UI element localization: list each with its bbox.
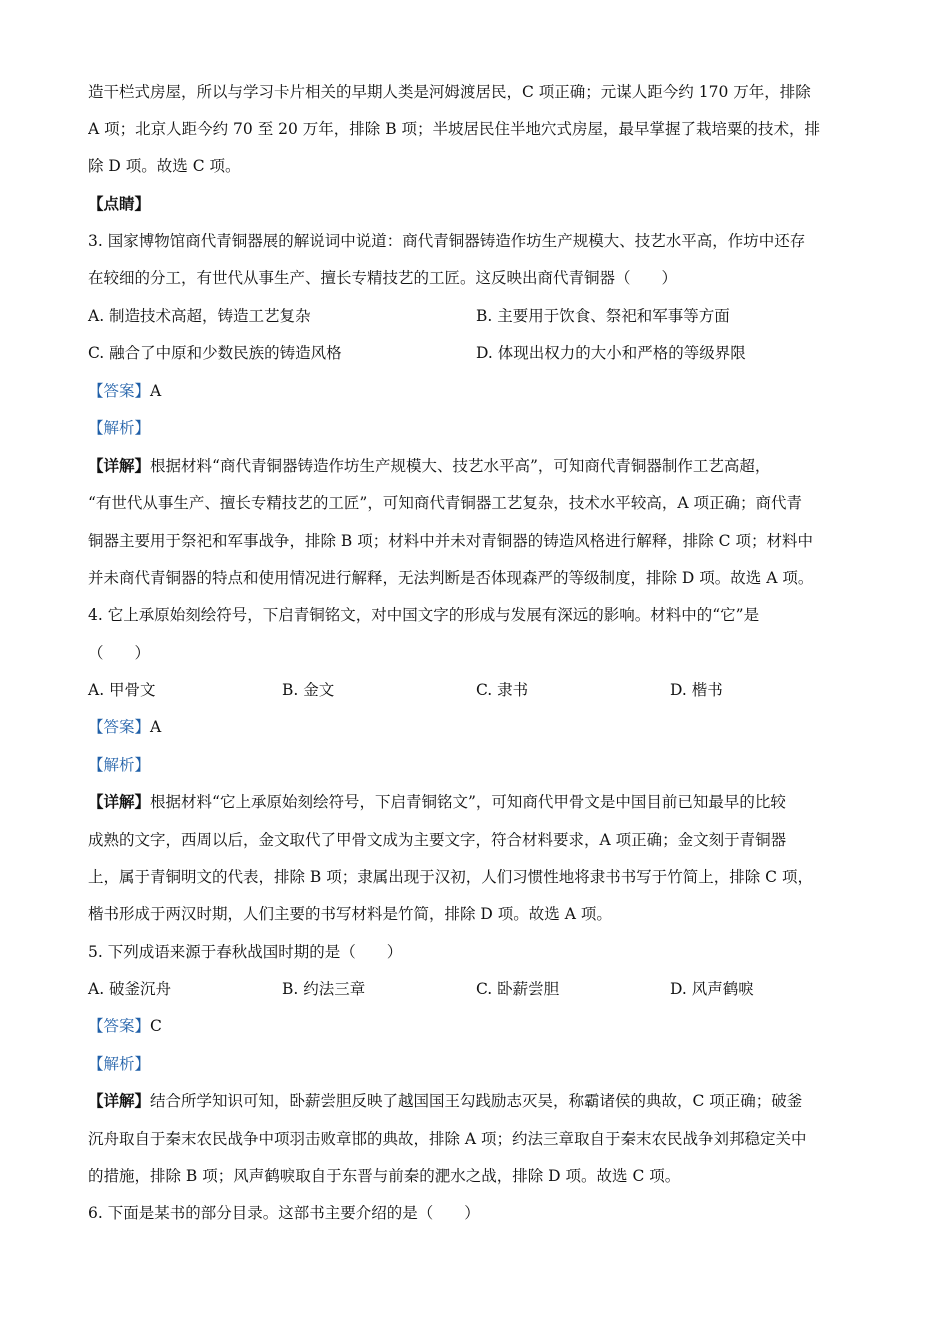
- answer-value: A: [150, 382, 162, 400]
- q3-option-c: C. 融合了中原和少数民族的铸造风格: [88, 344, 342, 362]
- detail-text: 根据材料“它上承原始刻绘符号，下启青铜铭文”，可知商代甲骨文是中国目前已知最早的比较: [150, 793, 786, 811]
- question-3-stem: 在较细的分工，有世代从事生产、擅长专精技艺的工匠。这反映出商代青铜器（ ）: [88, 269, 678, 287]
- q3-analysis-label: 【解析】: [88, 419, 151, 437]
- detail-text: 结合所学知识可知，卧薪尝胆反映了越国国王勾践励志灭吴，称霸诸侯的典故，C 项正确；破釜: [150, 1092, 803, 1110]
- text-line: 造干栏式房屋，所以与学习卡片相关的早期人类是河姆渡居民，C 项正确；元谋人距今约 170 万年，排除: [88, 83, 811, 101]
- detail-label: 【详解】: [88, 456, 151, 475]
- answer-label: 【答案】: [88, 382, 151, 400]
- q4-option-b: B. 金文: [282, 681, 335, 699]
- q5-analysis-label: 【解析】: [88, 1055, 151, 1073]
- q3-option-d: D. 体现出权力的大小和严格的等级界限: [476, 344, 746, 362]
- q3-answer: [88, 378, 161, 404]
- answer-value: A: [150, 718, 162, 736]
- detail-label: 【详解】: [88, 792, 151, 811]
- q3-detail: 铜器主要用于祭祀和军事战争，排除 B 项；材料中并未对青铜器的铸造风格进行解释，排除 C 项；材料中: [88, 532, 813, 550]
- text-line: A 项；北京人距今约 70 至 20 万年，排除 B 项；半坡居民住半地穴式房屋，最早掌握了栽培粟的技术，排: [88, 120, 821, 138]
- q5-answer: [88, 1013, 162, 1039]
- q5-option-a: A. 破釜沉舟: [88, 980, 172, 998]
- q3-option-a: A. 制造技术高超，铸造工艺复杂: [88, 307, 311, 325]
- question-4-stem: 4. 它上承原始刻绘符号，下启青铜铭文，对中国文字的形成与发展有深远的影响。材料中的“它”是: [88, 606, 760, 624]
- detail-text: 根据材料“商代青铜器铸造作坊生产规模大、技艺水平高”，可知商代青铜器制作工艺高超，: [150, 457, 771, 475]
- answer-label: 【答案】: [88, 1017, 151, 1035]
- q4-option-d: D. 楷书: [670, 681, 723, 699]
- question-5-stem: 5. 下列成语来源于春秋战国时期的是（ ）: [88, 943, 403, 961]
- q5-option-b: B. 约法三章: [282, 980, 366, 998]
- q5-detail: 的措施，排除 B 项；风声鹤唳取自于东晋与前秦的淝水之战，排除 D 项。故选 C 项。: [88, 1167, 681, 1185]
- text-line: 除 D 项。故选 C 项。: [88, 157, 241, 175]
- dianjing-label: 【点睛】: [88, 194, 151, 213]
- q4-detail: 成熟的文字，西周以后，金文取代了甲骨文成为主要文字，符合材料要求，A 项正确；金文刻于青铜器: [88, 831, 787, 849]
- q3-detail: [88, 453, 868, 479]
- q4-answer: [88, 714, 161, 740]
- q4-analysis-label: 【解析】: [88, 756, 151, 774]
- q5-detail: [88, 1088, 868, 1114]
- detail-label: 【详解】: [88, 1091, 151, 1110]
- q4-option-a: A. 甲骨文: [88, 681, 156, 699]
- question-3-stem: 3. 国家博物馆商代青铜器展的解说词中说道：商代青铜器铸造作坊生产规模大、技艺水平高，作坊中还存: [88, 232, 806, 250]
- q4-detail: 楷书形成于两汉时期，人们主要的书写材料是竹简，排除 D 项。故选 A 项。: [88, 905, 612, 923]
- q5-option-c: C. 卧薪尝胆: [476, 980, 560, 998]
- answer-label: 【答案】: [88, 718, 151, 736]
- question-4-stem: （ ）: [88, 644, 151, 662]
- q3-option-b: B. 主要用于饮食、祭祀和军事等方面: [476, 307, 730, 325]
- answer-value: C: [150, 1017, 162, 1035]
- q4-option-c: C. 隶书: [476, 681, 529, 699]
- q3-detail: “有世代从事生产、擅长专精技艺的工匠”，可知商代青铜器工艺复杂，技术水平较高，A 项正确；商代青: [88, 494, 802, 512]
- q3-detail: 并未商代青铜器的特点和使用情况进行解释，无法判断是否体现森严的等级制度，排除 D 项。故选 A 项。: [88, 569, 814, 587]
- question-6-stem: 6. 下面是某书的部分目录。这部书主要介绍的是（ ）: [88, 1204, 480, 1222]
- q5-option-d: D. 风声鹤唳: [670, 980, 754, 998]
- q5-detail: 沉舟取自于秦末农民战争中项羽击败章邯的典故，排除 A 项；约法三章取自于秦末农民战争刘邦稳定关中: [88, 1130, 807, 1148]
- q4-detail: [88, 789, 868, 815]
- q4-detail: 上，属于青铜明文的代表，排除 B 项；隶属出现于汉初，人们习惯性地将隶书书写于竹简上，排除 C 项，: [88, 868, 813, 886]
